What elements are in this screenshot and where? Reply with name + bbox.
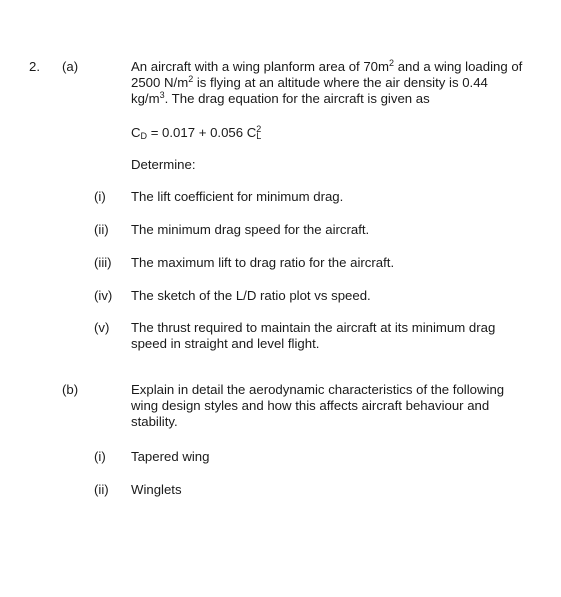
part-b-intro-line: Explain in detail the aerodynamic characteristics of the following: [131, 382, 505, 397]
item-number: (i): [94, 189, 106, 204]
item-text: The sketch of the L/D ratio plot vs speed.: [131, 288, 371, 303]
item-text: The lift coefficient for minimum drag.: [131, 189, 344, 204]
superscript: 2: [256, 124, 262, 134]
intro-text: . The drag equation for the aircraft is given as: [164, 91, 430, 106]
item-text: Winglets: [131, 482, 182, 497]
part-a-intro-line-2: [131, 75, 551, 91]
superscript: 3: [159, 90, 165, 100]
equation-text: C: [131, 125, 141, 140]
item-number: (iv): [94, 288, 113, 303]
item-text: Tapered wing: [131, 449, 210, 464]
determine-heading: Determine:: [131, 157, 196, 172]
item-text-multiline: [131, 320, 551, 352]
intro-text: is flying at an altitude where the air density is 0.44: [193, 75, 488, 90]
superscript: 2: [389, 58, 395, 68]
drag-equation: [131, 125, 551, 141]
question-number: 2.: [29, 59, 40, 74]
item-number: (v): [94, 320, 110, 335]
part-b-label: (b): [62, 382, 79, 397]
item-text: The minimum drag speed for the aircraft.: [131, 222, 370, 237]
item-number: (ii): [94, 222, 109, 237]
part-b-intro-line: stability.: [131, 414, 178, 429]
item-number: (iii): [94, 255, 112, 270]
item-text: The maximum lift to drag ratio for the aircraft.: [131, 255, 395, 270]
item-number: (i): [94, 449, 106, 464]
part-a-label: (a): [62, 59, 79, 74]
superscript: 2: [188, 74, 194, 84]
intro-text: 2500 N/m: [131, 75, 189, 90]
item-text-line: The thrust required to maintain the aircraft at its minimum drag: [131, 320, 496, 335]
part-a-intro: [131, 59, 551, 107]
equation-text: = 0.017 + 0.056 C: [147, 125, 257, 140]
part-b-intro: [131, 382, 551, 430]
subscript: L: [256, 131, 262, 141]
item-text-line: speed in straight and level flight.: [131, 336, 320, 351]
intro-text: kg/m: [131, 91, 160, 106]
part-a-intro-line-1: [131, 59, 551, 75]
part-a-intro-line-3: [131, 91, 551, 107]
intro-text: An aircraft with a wing planform area of 70m: [131, 59, 390, 74]
part-b-intro-line: wing design styles and how this affects aircraft behaviour and: [131, 398, 490, 413]
item-number: (ii): [94, 482, 109, 497]
intro-text: and a wing loading of: [394, 59, 523, 74]
subscript: D: [140, 131, 148, 141]
